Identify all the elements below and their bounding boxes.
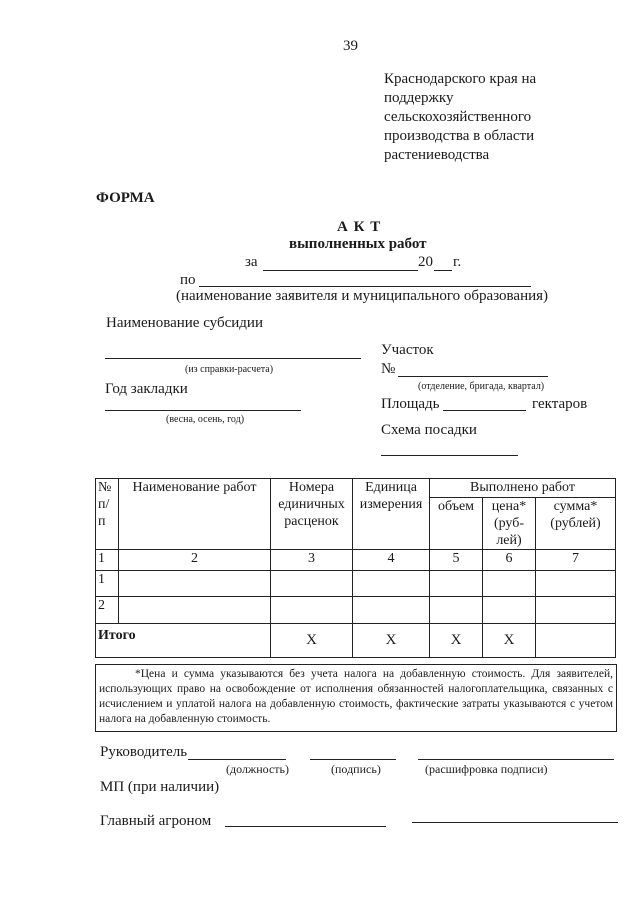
plot-line[interactable] bbox=[398, 376, 548, 377]
total-x: Х bbox=[271, 624, 353, 658]
total-label: Итого bbox=[96, 624, 271, 658]
header-unit-line: Единица bbox=[365, 480, 417, 495]
forma-label: ФОРМА bbox=[96, 190, 155, 206]
page-number: 39 bbox=[343, 38, 358, 54]
row-number: 1 bbox=[96, 571, 119, 597]
year-suffix: г. bbox=[453, 254, 462, 270]
table-cell[interactable] bbox=[353, 597, 430, 624]
mp-label: МП (при наличии) bbox=[100, 779, 220, 795]
subsidy-hint: (из справки-расчета) bbox=[185, 364, 274, 375]
header-unit bbox=[353, 479, 430, 550]
header-price-line: лей) bbox=[496, 533, 522, 548]
total-sum-cell[interactable] bbox=[536, 624, 616, 658]
header-sum-line: сумма* bbox=[553, 499, 598, 514]
tax-note bbox=[95, 664, 617, 732]
applicant-caption: (наименование заявителя и муниципального образования) bbox=[176, 288, 549, 304]
table-cell[interactable] bbox=[119, 597, 271, 624]
po-label: по bbox=[180, 272, 196, 288]
subsidy-line[interactable] bbox=[105, 358, 361, 359]
table-cell[interactable] bbox=[536, 597, 616, 624]
plot-no: № bbox=[381, 361, 396, 377]
agronomist-label: Главный агроном bbox=[100, 813, 212, 829]
header-line: сельскохозяйственного bbox=[384, 109, 532, 125]
position-line[interactable] bbox=[188, 759, 286, 760]
year-prefix: 20 bbox=[418, 254, 433, 270]
header-rates-line: Номера bbox=[288, 480, 335, 495]
act-subtitle: выполненных работ bbox=[289, 236, 427, 252]
header-price bbox=[483, 498, 536, 550]
header-block bbox=[384, 70, 536, 165]
total-row bbox=[96, 624, 616, 658]
header-rates bbox=[271, 479, 353, 550]
col-number: 2 bbox=[119, 550, 271, 571]
tax-note-text: *Цена и сумма указываются без учета налога на добавленную стоимость. Для заявителей, использующих право на освобождение от исполнения обязанностей налогоплательщика, связанных с исчислением и уплатой налога на добавленную стоимость, фактические затраты указываются с учетом налога на добавленную стоимость. bbox=[99, 668, 613, 725]
year-line[interactable] bbox=[434, 270, 452, 271]
table-cell[interactable] bbox=[271, 597, 353, 624]
table-cell[interactable] bbox=[271, 571, 353, 597]
works-table bbox=[95, 478, 616, 658]
col-number: 6 bbox=[483, 550, 536, 571]
area-unit: гектаров bbox=[532, 396, 588, 412]
col-number: 5 bbox=[430, 550, 483, 571]
total-x: Х bbox=[430, 624, 483, 658]
area-label: Площадь bbox=[381, 396, 440, 412]
position-caption: (должность) bbox=[226, 762, 289, 776]
signature-line[interactable] bbox=[310, 759, 396, 760]
header-no-line: п/ bbox=[98, 497, 110, 512]
total-x: Х bbox=[483, 624, 536, 658]
header-rates-line: расценок bbox=[284, 514, 339, 529]
header-name: Наименование работ bbox=[119, 479, 271, 550]
decode-caption: (расшифровка подписи) bbox=[425, 762, 548, 776]
table-cell[interactable] bbox=[430, 571, 483, 597]
table-cell[interactable] bbox=[353, 571, 430, 597]
header-line: растениеводства bbox=[384, 147, 490, 163]
agronomist-decode-line[interactable] bbox=[412, 822, 618, 823]
scheme-label: Схема посадки bbox=[381, 422, 477, 438]
table-cell[interactable] bbox=[483, 571, 536, 597]
year-label: Год закладки bbox=[105, 381, 188, 397]
table-cell[interactable] bbox=[119, 571, 271, 597]
row-number: 2 bbox=[96, 597, 119, 624]
header-no bbox=[96, 479, 119, 550]
agronomist-signature-line[interactable] bbox=[225, 826, 386, 827]
total-x: Х bbox=[353, 624, 430, 658]
signature-caption: (подпись) bbox=[331, 762, 381, 776]
header-no-line: п bbox=[98, 514, 106, 529]
act-title: А К Т bbox=[337, 219, 382, 235]
plot-label: Участок bbox=[381, 342, 434, 358]
period-line[interactable] bbox=[263, 270, 418, 271]
col-number: 4 bbox=[353, 550, 430, 571]
table-cell[interactable] bbox=[430, 597, 483, 624]
header-volume: объем bbox=[430, 498, 483, 550]
header-price-line: цена* bbox=[491, 499, 527, 514]
header-done: Выполнено работ bbox=[430, 479, 616, 498]
header-unit-line: измерения bbox=[359, 497, 423, 512]
header-line: производства в области bbox=[384, 128, 535, 144]
header-line: поддержку bbox=[384, 90, 454, 106]
header-line: Краснодарского края на bbox=[384, 71, 537, 87]
za-label: за bbox=[245, 254, 258, 270]
scheme-line[interactable] bbox=[381, 455, 518, 456]
table-cell[interactable] bbox=[483, 597, 536, 624]
applicant-line[interactable] bbox=[199, 286, 531, 287]
year-hint: (весна, осень, год) bbox=[166, 414, 245, 425]
header-no-line: № bbox=[98, 480, 112, 495]
col-number: 3 bbox=[271, 550, 353, 571]
col-number: 7 bbox=[536, 550, 616, 571]
table-cell[interactable] bbox=[536, 571, 616, 597]
header-sum bbox=[536, 498, 616, 550]
table-row bbox=[96, 571, 616, 597]
header-price-line: (руб- bbox=[493, 516, 525, 531]
subsidy-label: Наименование субсидии bbox=[106, 315, 263, 331]
col-number: 1 bbox=[96, 550, 119, 571]
header-sum-line: (рублей) bbox=[550, 516, 601, 531]
area-line[interactable] bbox=[443, 410, 526, 411]
head-label: Руководитель bbox=[100, 744, 188, 760]
plot-hint: (отделение, бригада, квартал) bbox=[418, 381, 545, 392]
decode-line[interactable] bbox=[418, 759, 614, 760]
table-row bbox=[96, 597, 616, 624]
column-number-row bbox=[96, 550, 616, 571]
year-line-field[interactable] bbox=[105, 410, 301, 411]
header-rates-line: единичных bbox=[278, 497, 345, 512]
